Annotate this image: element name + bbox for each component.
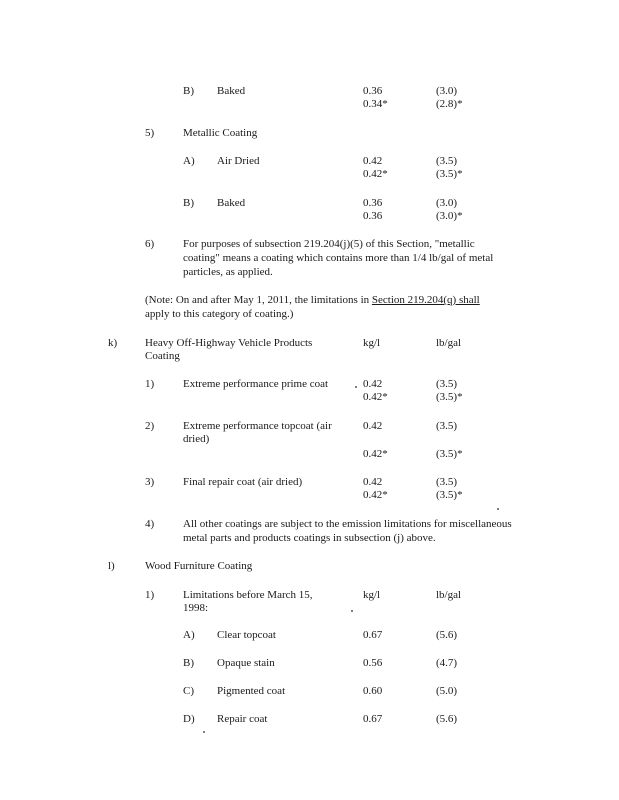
item-label: A) xyxy=(183,629,195,641)
item-name: Pigmented coat xyxy=(217,685,286,697)
item-name: Extreme performance topcoat (air xyxy=(183,420,332,432)
value-kg: 0.42* xyxy=(363,168,388,180)
value-lb: (2.8)* xyxy=(436,98,463,110)
item-label: B) xyxy=(183,197,194,209)
item-label: 4) xyxy=(145,518,155,530)
item-label: 2) xyxy=(145,420,155,432)
value-kg: 0.67 xyxy=(363,713,383,725)
paragraph-line: coating" means a coating which contains more than 1/4 lb/gal of metal xyxy=(183,252,494,264)
item-label: C) xyxy=(183,685,194,697)
paragraph-line: All other coatings are subject to the emission limitations for miscellaneous xyxy=(183,518,512,530)
value-kg: 0.42 xyxy=(363,476,383,488)
item-label: 1) xyxy=(145,378,155,390)
column-header-kg: kg/l xyxy=(363,337,381,349)
item-name: Opaque stain xyxy=(217,657,275,669)
section-reference: Section 219.204(q) shall xyxy=(371,294,480,306)
section-label: l) xyxy=(108,560,115,572)
value-kg: 0.42* xyxy=(363,391,388,403)
scan-speck xyxy=(351,610,353,612)
value-kg: 0.60 xyxy=(363,685,383,697)
note-text: (Note: On and after May 1, 2011, the limitations in xyxy=(145,294,372,306)
item-label: 1) xyxy=(145,589,155,601)
value-kg: 0.42* xyxy=(363,489,388,501)
item-name: dried) xyxy=(183,433,210,445)
value-kg: 0.36 xyxy=(363,197,383,209)
value-lb: (3.5)* xyxy=(436,489,463,501)
item-name: Repair coat xyxy=(217,713,268,725)
item-name: Baked xyxy=(217,85,246,97)
section-heading: Coating xyxy=(145,350,180,362)
section-heading: Metallic Coating xyxy=(183,127,258,139)
scan-speck xyxy=(497,508,499,510)
value-lb: (5.6) xyxy=(436,629,458,641)
value-lb: (5.0) xyxy=(436,685,458,697)
value-lb: (3.5) xyxy=(436,378,458,390)
section-heading: Wood Furniture Coating xyxy=(145,560,253,572)
value-kg: 0.42 xyxy=(363,378,383,390)
item-name: Limitations before March 15, xyxy=(183,589,313,601)
paragraph-line: For purposes of subsection 219.204(j)(5) of this Section, "metallic xyxy=(183,238,475,250)
paragraph-line: metal parts and products coatings in subsection (j) above. xyxy=(183,532,436,544)
item-label: D) xyxy=(183,713,195,725)
value-kg: 0.67 xyxy=(363,629,383,641)
value-kg: 0.34* xyxy=(363,98,388,110)
item-name: Extreme performance prime coat xyxy=(183,378,329,390)
scan-speck xyxy=(203,731,205,733)
scan-speck xyxy=(355,386,357,388)
value-lb: (3.5) xyxy=(436,420,458,432)
value-lb: (3.5) xyxy=(436,476,458,488)
item-name: Baked xyxy=(217,197,246,209)
item-label: 5) xyxy=(145,127,155,139)
item-label: A) xyxy=(183,155,195,167)
value-lb: (3.5) xyxy=(436,155,458,167)
item-name: 1998: xyxy=(183,602,209,614)
value-lb: (3.5)* xyxy=(436,448,463,460)
item-name: Air Dried xyxy=(217,155,260,167)
item-label: 3) xyxy=(145,476,155,488)
value-lb: (3.0) xyxy=(436,197,458,209)
value-kg: 0.36 xyxy=(363,85,383,97)
note-line xyxy=(145,294,480,307)
value-kg: 0.56 xyxy=(363,657,383,669)
value-kg: 0.42 xyxy=(363,155,383,167)
value-lb: (3.5)* xyxy=(436,168,463,180)
item-name: Clear topcoat xyxy=(217,629,276,641)
section-heading: Heavy Off-Highway Vehicle Products xyxy=(145,337,313,349)
column-header-lb: lb/gal xyxy=(436,337,462,349)
column-header-lb: lb/gal xyxy=(436,589,462,601)
value-lb: (5.6) xyxy=(436,713,458,725)
value-lb: (3.5)* xyxy=(436,391,463,403)
value-kg: 0.36 xyxy=(363,210,383,222)
value-lb: (3.0) xyxy=(436,85,458,97)
value-lb: (3.0)* xyxy=(436,210,463,222)
item-label: B) xyxy=(183,85,194,97)
item-label: B) xyxy=(183,657,194,669)
item-name: Final repair coat (air dried) xyxy=(183,476,303,488)
value-lb: (4.7) xyxy=(436,657,458,669)
value-kg: 0.42 xyxy=(363,420,383,432)
column-header-kg: kg/l xyxy=(363,589,381,601)
paragraph-line: particles, as applied. xyxy=(183,266,273,278)
section-label: k) xyxy=(108,337,118,349)
item-label: 6) xyxy=(145,238,155,250)
value-kg: 0.42* xyxy=(363,448,388,460)
note-line: apply to this category of coating.) xyxy=(145,308,294,320)
